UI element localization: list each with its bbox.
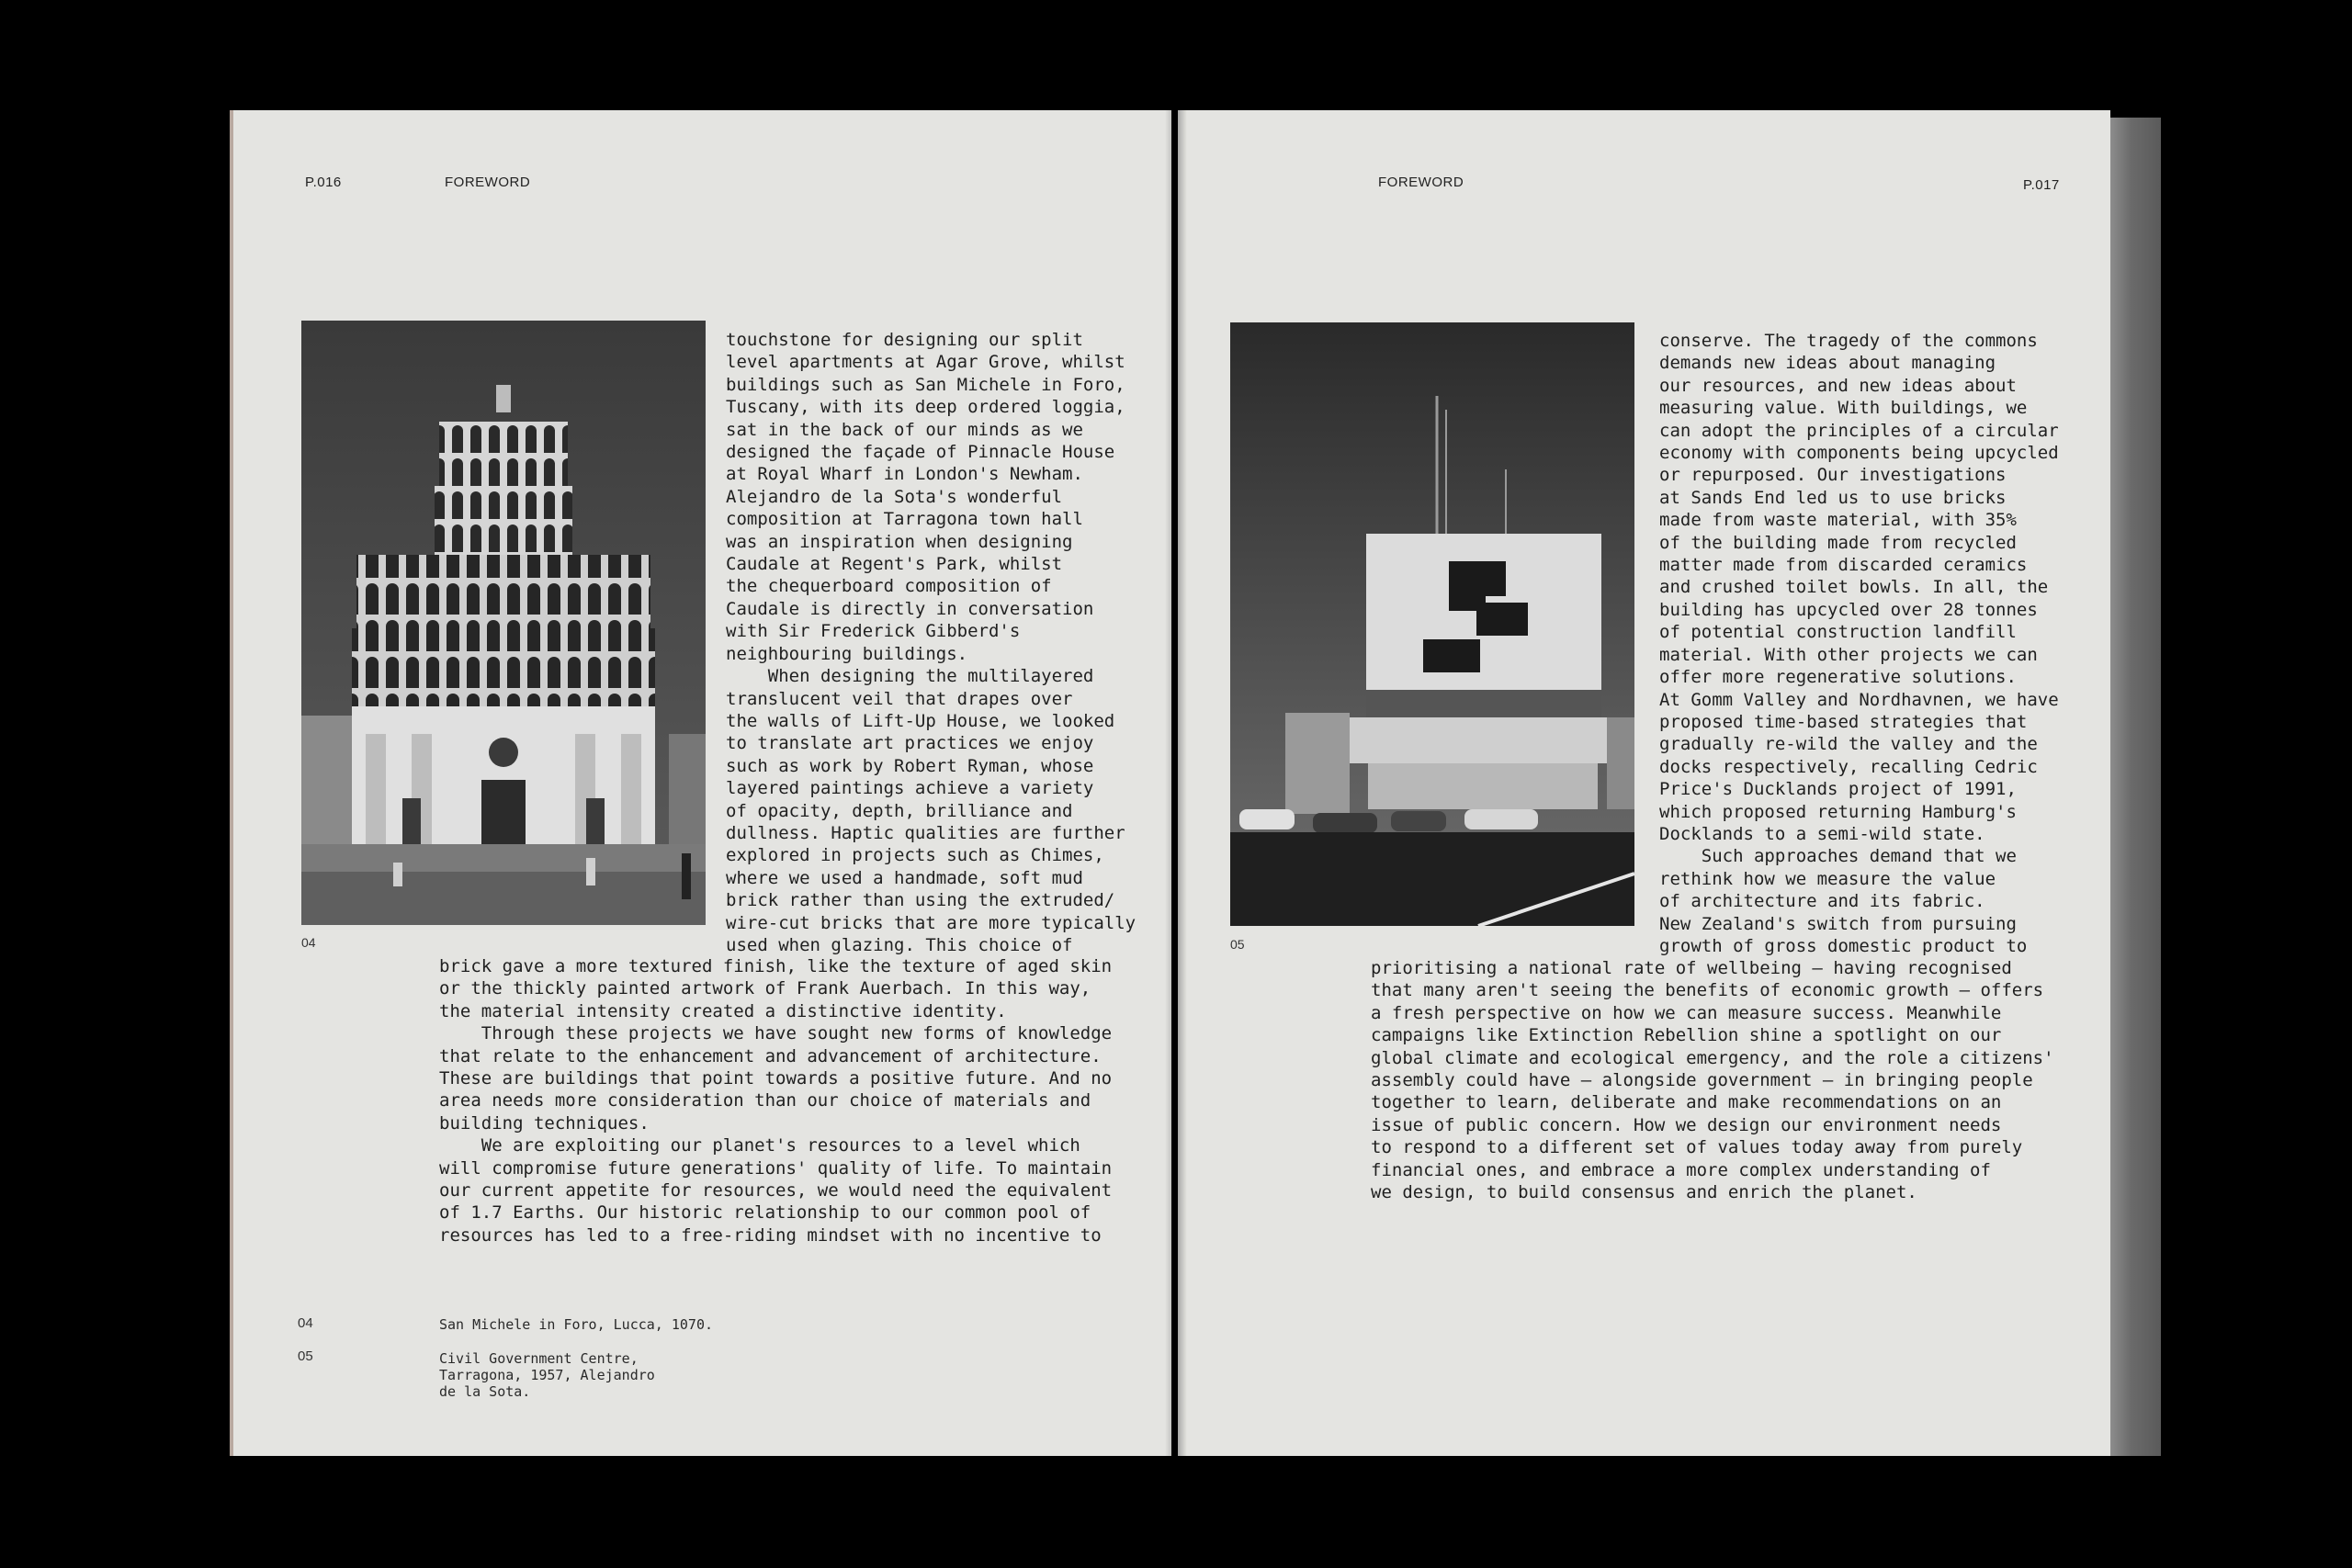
body-text-full: prioritising a national rate of wellbeing – having recognised that many aren't seeing the benefits of economic growth – offers a fresh perspective on how we can measure success. Meanwhile campaigns like Extinction Rebellion shine a spotlight on our global climate and ecological emergency, and the role a citizens' assembly could have – alongside government – in bringing people together to learn, deliberate and make recommendations on an issue of public concern. How we design our environment needs to respond to a different set of values today away from purely financial ones, and embrace a more complex understanding of we design, to build consensus and enrich the planet. (1371, 958, 2054, 1203)
caption-text: San Michele in Foro, Lucca, 1070. (439, 1316, 714, 1333)
church-facade-photo (301, 321, 706, 925)
civil-government-centre-photo (1230, 322, 1634, 926)
figure-number: 05 (1230, 937, 1245, 952)
right-page (1178, 110, 2110, 1456)
page-number: P.017 (2023, 177, 2060, 193)
caption-number: 05 (298, 1348, 313, 1364)
running-head: FOREWORD (1378, 175, 1464, 190)
left-page (230, 110, 1171, 1456)
running-head: FOREWORD (445, 175, 531, 190)
body-text-column: touchstone for designing our split level apartments at Agar Grove, whilst buildings such as San Michele in Foro, Tuscany, with its deep ordered loggia, sat in the back of our minds as we designed the façade of Pinnacle House at Royal Wharf in London's Newham. Alejandro de la Sota's wonderful composition at Tarragona town hall was an inspiration when designing Caudale at Regent's Park, whilst the chequerboard composition of Caudale is directly in conversation with Sir Frederick Gibberd's neighbouring buildings. When designing the multilayered translucent veil that drapes over the walls of Lift-Up House, we looked to translate art practices we enjoy such as work by Robert Ryman, whose layered paintings achieve a variety of opacity, depth, brilliance and dullness. Haptic qualities are further explored in projects such as Chimes, where we used a handmade, soft mud brick rather than using the extruded/ wire-cut bricks that are more typically used when glazing. This choice of (726, 330, 1136, 955)
caption-number: 04 (298, 1315, 313, 1331)
caption-text: Civil Government Centre, Tarragona, 1957, Alejandro de la Sota. (439, 1350, 655, 1400)
book-gutter (1165, 110, 1187, 1456)
figure-number: 04 (301, 935, 316, 950)
page-edges (2110, 118, 2161, 1456)
body-text-column: conserve. The tragedy of the commons demands new ideas about managing our resources, and new ideas about measuring value. With buildings, we can adopt the principles of a circular economy with components being upcycled or repurposed. Our investigations at Sands End led us to use bricks made from waste material, with 35% of the building made from recycled matter made from discarded ceramics and crushed toilet bowls. In all, the building has upcycled over 28 tonnes of potential construction landfill material. With other projects we can offer more regenerative solutions. At Gomm Valley and Nordhavnen, we have proposed time-based strategies that gradually re-wild the valley and the docks respectively, recalling Cedric Price's Ducklands project of 1991, which proposed returning Hamburg's Docklands to a semi-wild state. Such approaches demand that we rethink how we measure the value of architecture and its fabric. New Zealand's switch from pursuing growth of gross domestic product to (1659, 331, 2059, 956)
page-number: P.016 (305, 175, 342, 190)
body-text-full: brick gave a more textured finish, like the texture of aged skin or the thickly painted artwork of Frank Auerbach. In this way, the material intensity created a distinctive identity. Through these projects we have sought new forms of knowledge that relate to the enhancement and advancement of architecture. These are buildings that point towards a positive future. And no area needs more consideration than our choice of materials and building techniques. We are exploiting our planet's resources to a level which will compromise future generations' quality of life. To maintain our current appetite for resources, we would need the equivalent of 1.7 Earths. Our historic relationship to our common pool of resources has led to a free-riding mindset with no incentive to (439, 956, 1113, 1246)
